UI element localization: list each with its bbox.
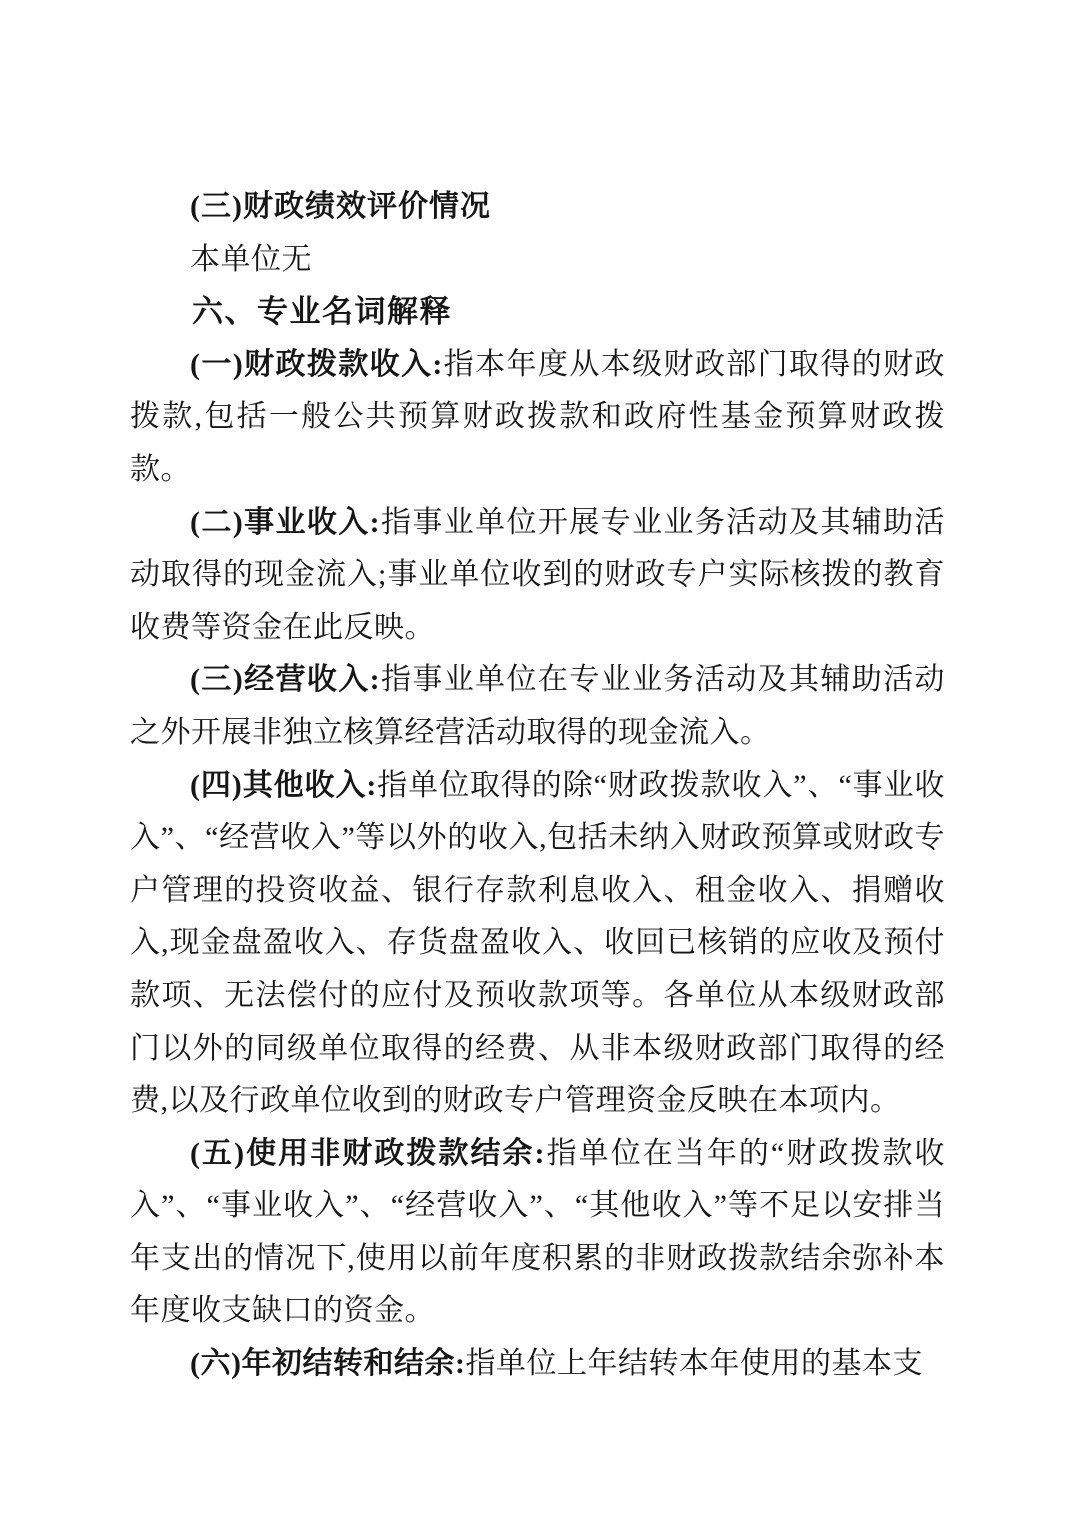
term-name: (四)其他收入:	[190, 768, 377, 802]
paragraph-no-evaluation: 本单位无	[190, 242, 312, 276]
term-name: (五)使用非财政拨款结余:	[190, 1136, 546, 1170]
term-definition-operating-income	[130, 497, 945, 655]
term-text: 指单位在当年的“财政拨款收入”、“事业收入”、“经营收入”、“其他收入”等不足以安排当年支出的情况下,使用以前年度积累的非财政拨款结余弥补本年度收支缺口的资金。	[130, 1136, 945, 1328]
sub-heading-performance-evaluation: (三)财政绩效评价情况	[190, 190, 491, 223]
term-definition-fiscal-appropriation-income	[130, 339, 945, 497]
term-name: (三)经营收入:	[190, 663, 381, 697]
term-name: (六)年初结转和结余:	[190, 1347, 466, 1381]
term-text: 指本年度从本级财政部门取得的财政拨款,包括一般公共预算财政拨款和政府性基金预算财政拨款。	[130, 347, 945, 486]
term-text: 指事业单位开展专业业务活动及其辅助活动取得的现金流入;事业单位收到的财政专户实际核拨的教育收费等资金在此反映。	[130, 505, 945, 644]
term-definition-beginning-year-carryover	[130, 1338, 945, 1391]
term-definition-other-income	[130, 760, 945, 1128]
chapter-heading-terminology: 六、专业名词解释	[192, 294, 452, 330]
term-text: 指事业单位在专业业务活动及其辅助活动之外开展非独立核算经营活动取得的现金流入。	[130, 663, 945, 749]
term-name: (二)事业收入:	[190, 505, 381, 539]
term-text: 指单位上年结转本年使用的基本支	[465, 1347, 923, 1381]
term-name: (一)财政拨款收入:	[190, 347, 443, 381]
term-definition-business-income	[130, 654, 945, 759]
term-definition-non-fiscal-surplus	[130, 1128, 945, 1338]
term-text: 指单位取得的除“财政拨款收入”、“事业收入”、“经营收入”等以外的收入,包括未纳入财政预算或财政专户管理的投资收益、银行存款利息收入、租金收入、捐赠收入,现金盘盈收入、存货盘盈收入、收回已核销的应收及预付款项、无法偿付的应付及预收款项等。各单位从本级财政部门以外的同级单位取得的经费、从非本级财政部门取得的经费,以及行政单位收到的财政专户管理资金反映在本项内。	[130, 768, 945, 1118]
